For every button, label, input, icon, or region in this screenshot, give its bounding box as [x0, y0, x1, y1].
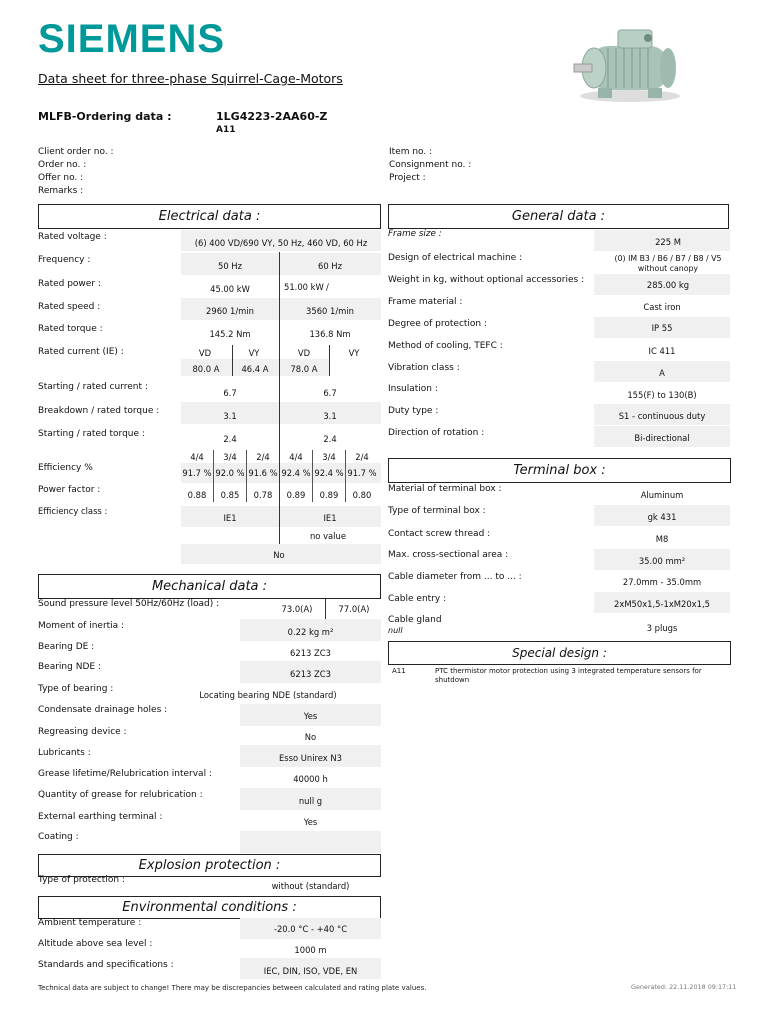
rated-power-50: 45.00 kW — [210, 284, 250, 294]
mlfb-suffix: A11 — [216, 125, 236, 135]
weight-label: Weight in kg, without optional accessories : — [388, 275, 585, 285]
consignment-no-label: Consignment no. : — [389, 160, 472, 170]
bearing-de-label: Bearing DE : — [38, 642, 95, 652]
type-of-protection-label: Type of protection : — [38, 875, 125, 885]
rated-voltage-value: (6) 400 VD/690 VY, 50 Hz, 460 VD, 60 Hz — [194, 238, 368, 248]
starting-torque-label: Starting / rated torque : — [38, 429, 145, 439]
efficiency-class-50: IE1 — [223, 513, 237, 523]
current-head-vd-50: VD — [198, 348, 212, 358]
starting-current-50: 6.7 — [223, 388, 237, 398]
contact-screw-value: M8 — [655, 534, 669, 544]
standards-value: IEC, DIN, ISO, VDE, EN — [263, 966, 358, 976]
load-head-4: 4/4 — [289, 452, 303, 462]
degree-of-protection-label: Degree of protection : — [388, 319, 488, 329]
current-head-vy-50: VY — [248, 348, 260, 358]
direction-of-rotation-value: Bi-directional — [634, 433, 690, 443]
degree-of-protection-value: IP 55 — [651, 323, 673, 333]
power-factor-2: 0.85 — [220, 490, 240, 500]
ambient-temperature-label: Ambient temperature : — [38, 918, 142, 928]
sound-pressure-label: Sound pressure level 50Hz/60Hz (load) : — [38, 599, 220, 609]
special-text-line-2: shutdown — [435, 676, 470, 684]
method-of-cooling-value: IC 411 — [648, 346, 676, 356]
rated-torque-60: 136.8 Nm — [309, 329, 351, 339]
load-head-5: 3/4 — [322, 452, 336, 462]
vibration-class-label: Vibration class : — [388, 363, 460, 373]
power-factor-label: Power factor : — [38, 485, 101, 495]
type-of-protection-value: without (standard) — [271, 881, 350, 891]
grease-lifetime-value: 40000 h — [293, 774, 328, 784]
cable-diameter-value: 27.0mm - 35.0mm — [622, 577, 702, 587]
breakdown-torque-50: 3.1 — [223, 411, 237, 421]
rated-speed-label: Rated speed : — [38, 302, 101, 312]
insulation-value: 155(F) to 130(B) — [627, 390, 697, 400]
efficiency-3: 91.6 % — [248, 468, 278, 478]
load-head-3: 2/4 — [256, 452, 270, 462]
terminal-material-label: Material of terminal box : — [388, 484, 502, 494]
explosion-protection-header: Explosion protection : — [38, 854, 381, 877]
client-order-label: Client order no. : — [38, 147, 114, 157]
terminal-box-header: Terminal box : — [388, 458, 731, 483]
efficiency-4: 92.4 % — [281, 468, 311, 478]
moment-of-inertia-value: 0.22 kg m² — [287, 627, 334, 637]
frequency-50: 50 Hz — [217, 261, 242, 271]
footer-generated: Generated: 22.11.2018 09:17:11 — [631, 983, 737, 991]
power-factor-4: 0.89 — [286, 490, 306, 500]
contact-screw-label: Contact screw thread : — [388, 529, 491, 539]
power-factor-3: 0.78 — [253, 490, 273, 500]
footer-disclaimer: Technical data are subject to change! There may be discrepancies between calculated and rating plate values. — [38, 984, 427, 992]
frame-size-value: 225 M — [655, 237, 681, 247]
altitude-value: 1000 m — [294, 945, 327, 955]
design-value-canopy: without canopy — [637, 264, 699, 273]
efficiency-class-label: Efficiency class : — [38, 506, 108, 516]
grease-quantity-value: null g — [298, 796, 323, 806]
regreasing-device-label: Regreasing device : — [38, 727, 127, 737]
item-no-label: Item no. : — [389, 147, 433, 157]
design-label: Design of electrical machine : — [388, 253, 523, 263]
efficiency-label: Efficiency % — [38, 463, 93, 473]
efficiency-2: 92.0 % — [215, 468, 245, 478]
general-data-header: General data : — [388, 204, 729, 229]
rated-power-separator: / — [326, 282, 329, 292]
standards-label: Standards and specifications : — [38, 960, 174, 970]
lubricants-value: Esso Unirex N3 — [278, 753, 343, 763]
sound-pressure-60: 77.0(A) — [338, 604, 370, 614]
breakdown-torque-60: 3.1 — [323, 411, 337, 421]
load-head-2: 3/4 — [223, 452, 237, 462]
frequency-60: 60 Hz — [317, 261, 342, 271]
frequency-label: Frequency : — [38, 255, 91, 265]
motor-image — [570, 24, 690, 104]
regreasing-device-value: No — [304, 732, 317, 742]
grease-lifetime-label: Grease lifetime/Relubrication interval : — [38, 769, 212, 779]
special-text-line-1: PTC thermistor motor protection using 3 integrated temperature sensors for — [435, 667, 702, 675]
direction-of-rotation-label: Direction of rotation : — [388, 428, 485, 438]
type-of-bearing-value: Locating bearing NDE (standard) — [199, 690, 337, 700]
altitude-label: Altitude above sea level : — [38, 939, 153, 949]
no-value-text: No — [273, 550, 285, 560]
bearing-nde-label: Bearing NDE : — [38, 662, 101, 672]
frame-material-label: Frame material : — [388, 297, 463, 307]
electrical-data-header: Electrical data : — [38, 204, 381, 229]
cable-diameter-label: Cable diameter from ... to ... : — [388, 572, 522, 582]
bearing-de-value: 6213 ZC3 — [290, 648, 331, 658]
cable-entry-label: Cable entry : — [388, 594, 447, 604]
remarks-label: Remarks : — [38, 186, 84, 196]
type-of-bearing-label: Type of bearing : — [38, 684, 114, 694]
duty-type-value: S1 - continuous duty — [618, 411, 706, 421]
power-factor-5: 0.89 — [319, 490, 339, 500]
frame-size-label: Frame size : — [388, 229, 442, 239]
siemens-logo: SIEMENS — [38, 17, 226, 61]
special-code: A11 — [392, 667, 406, 675]
efficiency-5: 92.4 % — [314, 468, 344, 478]
starting-torque-60: 2.4 — [323, 434, 337, 444]
page-title: Data sheet for three-phase Squirrel-Cage-Motors — [38, 71, 343, 86]
moment-of-inertia-label: Moment of inertia : — [38, 621, 125, 631]
current-vd-50: 80.0 A — [192, 364, 220, 374]
cable-entry-value: 2xM50x1,5-1xM20x1,5 — [614, 599, 710, 609]
cross-section-value: 35.00 mm² — [638, 556, 686, 566]
ambient-temperature-value: -20.0 °C - +40 °C — [273, 924, 348, 934]
coating-label: Coating : — [38, 832, 79, 842]
grease-quantity-label: Quantity of grease for relubrication : — [38, 790, 203, 800]
rated-torque-50: 145.2 Nm — [209, 329, 251, 339]
power-factor-6: 0.80 — [352, 490, 372, 500]
rated-speed-50: 2960 1/min — [206, 306, 254, 316]
vibration-class-value: A — [659, 368, 665, 378]
environmental-conditions-header: Environmental conditions : — [38, 896, 381, 919]
rated-current-label: Rated current (IE) : — [38, 347, 124, 357]
breakdown-torque-label: Breakdown / rated torque : — [38, 406, 160, 416]
rated-power-60: 51.00 kW — [284, 282, 324, 292]
starting-current-60: 6.7 — [323, 388, 337, 398]
starting-current-label: Starting / rated current : — [38, 382, 148, 392]
insulation-label: Insulation : — [388, 384, 438, 394]
cable-gland-value: 3 plugs — [646, 623, 678, 633]
cable-gland-label: Cable gland — [388, 615, 442, 625]
duty-type-label: Duty type : — [388, 406, 439, 416]
current-head-vd-60: VD — [297, 348, 311, 358]
efficiency-class-60: IE1 — [323, 513, 337, 523]
power-factor-1: 0.88 — [187, 490, 207, 500]
lubricants-label: Lubricants : — [38, 748, 91, 758]
terminal-type-value: gk 431 — [647, 512, 677, 522]
frame-material-value: Cast iron — [643, 302, 681, 312]
starting-torque-50: 2.4 — [223, 434, 237, 444]
load-head-1: 4/4 — [190, 452, 204, 462]
mlfb-value: 1LG4223-2AA60-Z — [216, 110, 328, 123]
load-head-6: 2/4 — [355, 452, 369, 462]
rated-voltage-label: Rated voltage : — [38, 232, 107, 242]
current-vd-60: 78.0 A — [290, 364, 318, 374]
condensate-drainage-value: Yes — [303, 711, 318, 721]
mechanical-data-header: Mechanical data : — [38, 574, 381, 599]
cross-section-label: Max. cross-sectional area : — [388, 550, 509, 560]
condensate-drainage-label: Condensate drainage holes : — [38, 705, 168, 715]
bearing-nde-value: 6213 ZC3 — [290, 669, 331, 679]
design-value: (0) IM B3 / B6 / B7 / B8 / V5 — [614, 254, 722, 263]
terminal-material-value: Aluminum — [640, 490, 684, 500]
efficiency-6: 91.7 % — [347, 468, 377, 478]
method-of-cooling-label: Method of cooling, TEFC : — [388, 341, 503, 351]
earthing-terminal-label: External earthing terminal : — [38, 812, 163, 822]
efficiency-1: 91.7 % — [182, 468, 212, 478]
rated-speed-60: 3560 1/min — [306, 306, 354, 316]
weight-value: 285.00 kg — [646, 280, 690, 290]
order-no-label: Order no. : — [38, 160, 87, 170]
current-vy-50: 46.4 A — [241, 364, 269, 374]
terminal-type-label: Type of terminal box : — [388, 506, 486, 516]
offer-no-label: Offer no. : — [38, 173, 84, 183]
mlfb-label: MLFB-Ordering data : — [38, 110, 172, 123]
special-design-header: Special design : — [388, 641, 731, 665]
sound-pressure-50: 73.0(A) — [281, 604, 313, 614]
current-head-vy-60: VY — [348, 348, 360, 358]
cable-gland-sub: null — [388, 626, 403, 635]
rated-torque-label: Rated torque : — [38, 324, 103, 334]
project-label: Project : — [389, 173, 426, 183]
earthing-terminal-value: Yes — [303, 817, 318, 827]
efficiency-no-value: no value — [310, 531, 346, 541]
rated-power-label: Rated power : — [38, 279, 101, 289]
